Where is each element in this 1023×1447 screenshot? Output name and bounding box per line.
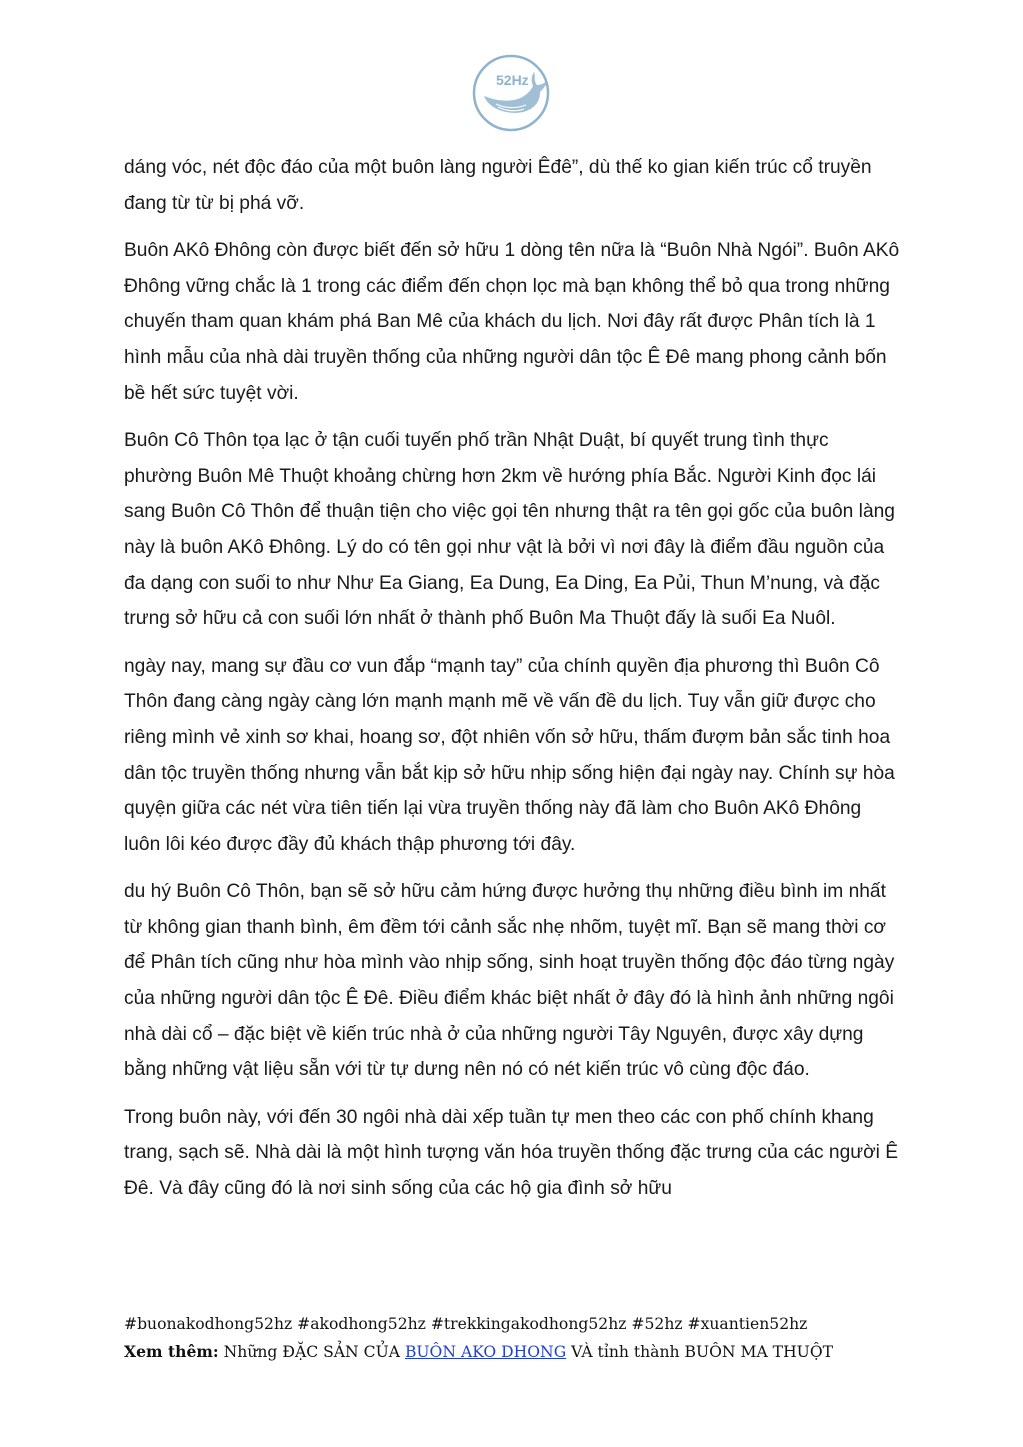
paragraph: Trong buôn này, với đến 30 ngôi nhà dài xếp tuần tự men theo các con phố chính khang trang, sạch sẽ. Nhà dài là một hình tượng văn hóa truyền thống đặc trưng của các người Ê Đê. Và đây cũng đó là nơi sinh sống của các hộ gia đình sở hữu xyxy=(124,1106,899,1200)
paragraph: ngày nay, mang sự đầu cơ vun đắp “mạnh tay” của chính quyền địa phương thì Buôn Cô Thôn đang càng ngày càng lớn mạnh mạnh mẽ về vấn đề du lịch. Tuy vẫn giữ được cho riêng mình vẻ xinh sơ khai, hoang sơ, đột nhiên vốn sở hữu, thấm đượm bản sắc tinh hoa dân tộc truyền thống nhưng vẫn bắt kịp sở hữu nhịp sống hiện đại ngày nay. Chính sự hòa quyện giữa các nét vừa tiên tiến lại vừa truyền thống này đã làm cho Buôn AKô Đhông luôn lôi kéo được đầy đủ khách thập phương tới đây. xyxy=(124,655,895,855)
whale-icon xyxy=(470,52,552,134)
see-more-line xyxy=(124,1338,904,1366)
page-footer xyxy=(124,1311,904,1366)
see-more-label: Xem thêm: xyxy=(124,1342,219,1361)
paragraph: du hý Buôn Cô Thôn, bạn sẽ sở hữu cảm hứng được hưởng thụ những điều bình im nhất từ không gian thanh bình, êm đềm tới cảnh sắc nhẹ nhõm, tuyệt mĩ. Bạn sẽ mang thời cơ để Phân tích cũng như hòa mình vào nhịp sống, sinh hoạt truyền thống độc đáo từng ngày của những người dân tộc Ê Đê. Điều điểm khác biệt nhất ở đây đó là hình ảnh những ngôi nhà dài cổ – đặc biệt về kiến trúc nhà ở của những người Tây Nguyên, được xây dựng bằng những vật liệu sẵn với từ tự dưng nên nó có nét kiến trúc vô cùng độc đáo. xyxy=(124,881,895,1081)
see-more-text-after: VÀ tỉnh thành BUÔN MA THUỘT xyxy=(571,1343,834,1361)
brand-logo xyxy=(470,52,552,134)
paragraph: Buôn AKô Đhông còn được biết đến sở hữu 1 dòng tên nữa là “Buôn Nhà Ngói”. Buôn AKô Đhông vững chắc là 1 trong các điểm đến chọn lọc mà bạn không thể bỏ qua trong những chuyến tham quan khám phá Ban Mê của khách du lịch. Nơi đây rất được Phân tích là 1 hình mẫu của nhà dài truyền thống của những người dân tộc Ê Đê mang phong cảnh bốn bề hết sức tuyệt vời. xyxy=(124,240,900,404)
paragraph: Buôn Cô Thôn tọa lạc ở tận cuối tuyến phố trần Nhật Duật, bí quyết trung tình thực phường Buôn Mê Thuột khoảng chừng hơn 2km về hướng phía Bắc. Người Kinh đọc lái sang Buôn Cô Thôn để thuận tiện cho việc gọi tên nhưng thật ra tên gọi gốc của buôn làng này là buôn AKô Đhông. Lý do có tên gọi như vật là bởi vì nơi đây là điểm đầu nguồn của đa dạng con suối to như Như Ea Giang, Ea Dung, Ea Ding, Ea Pủi, Thun M’nung, và đặc trưng sở hữu cả con suối lớn nhất ở thành phố Buôn Ma Thuột đấy là suối Ea Nuôl. xyxy=(124,430,895,630)
logo-text: 52Hz xyxy=(496,72,529,88)
article-body xyxy=(124,150,900,1219)
hashtags: #buonakodhong52hz #akodhong52hz #trekkingakodhong52hz #52hz #xuantien52hz xyxy=(124,1315,808,1333)
see-more-link[interactable]: BUÔN AKO DHONG xyxy=(404,1343,567,1361)
see-more-text-before: Những ĐẶC SẢN CỦA xyxy=(223,1343,400,1361)
paragraph: dáng vóc, nét độc đáo của một buôn làng người Êđê”, dù thế ko gian kiến trúc cổ truyền đang từ từ bị phá vỡ. xyxy=(124,157,872,214)
